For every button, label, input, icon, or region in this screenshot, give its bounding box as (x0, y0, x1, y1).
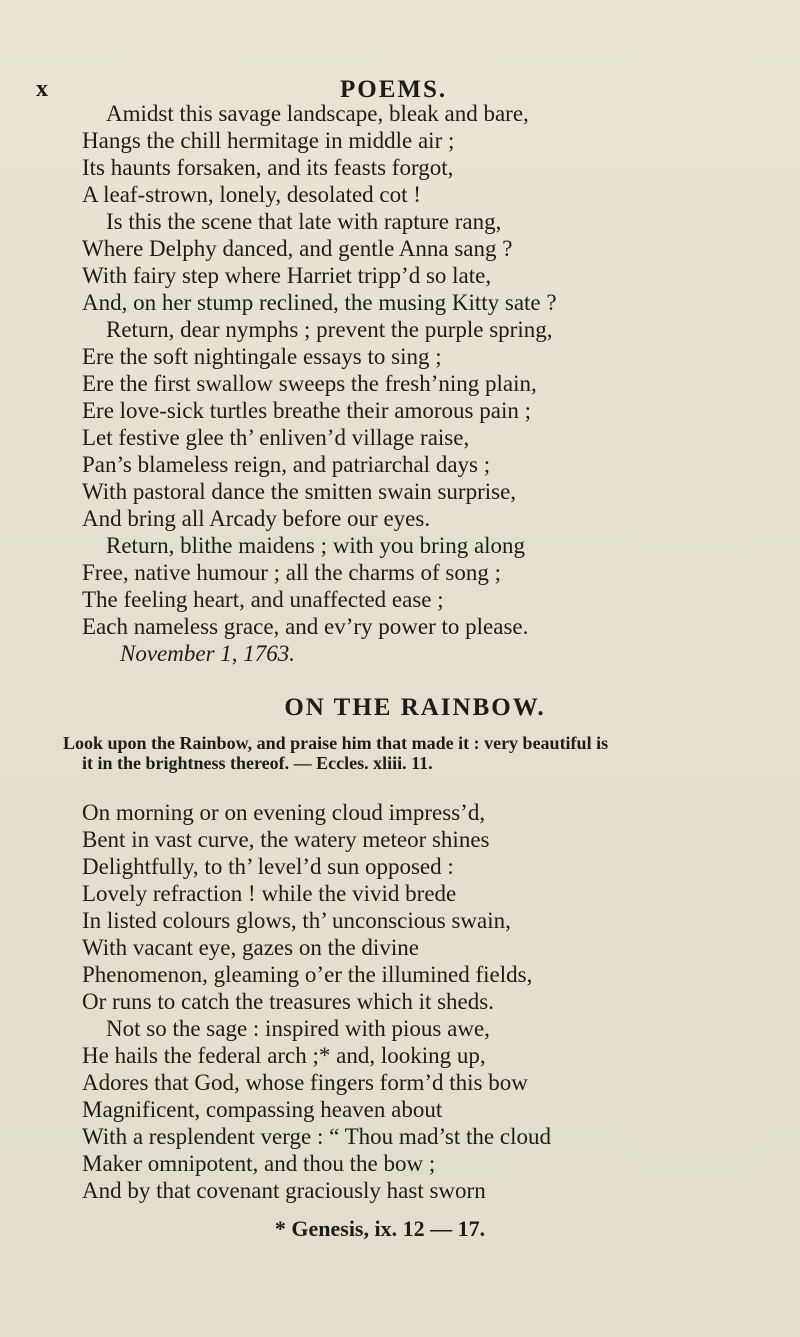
poem-line: The feeling heart, and unaffected ease ; (82, 587, 444, 612)
poem-line: Is this the scene that late with rapture rang, (106, 209, 502, 234)
poem-line: In listed colours glows, th’ unconscious swain, (82, 908, 511, 933)
epigraph (0, 733, 800, 773)
poem-line: Free, native humour ; all the charms of song ; (82, 560, 502, 585)
poem-title: ON THE RAINBOW. (284, 694, 546, 721)
poem-line: With a resplendent verge : “ Thou mad’st the cloud (82, 1124, 551, 1149)
poem-line: Adores that God, whose fingers form’d this bow (82, 1070, 528, 1095)
poem-line: Where Delphy danced, and gentle Anna sang ? (82, 236, 513, 261)
poem-line: Bent in vast curve, the watery meteor shines (82, 827, 490, 852)
poem-line: Pan’s blameless reign, and patriarchal days ; (82, 452, 491, 477)
poem-stanza-2 (0, 799, 800, 1204)
poem-line: Let festive glee th’ enliven’d village raise, (82, 425, 470, 450)
poem-line: Return, blithe maidens ; with you bring along (106, 533, 526, 558)
poem-line: Phenomenon, gleaming o’er the illumined fields, (82, 962, 533, 987)
running-head: POEMS. (340, 76, 448, 103)
poem-line: A leaf-strown, lonely, desolated cot ! (82, 182, 421, 207)
poem-line: With vacant eye, gazes on the divine (82, 935, 419, 960)
poem-line: And, on her stump reclined, the musing Kitty sate ? (82, 290, 557, 315)
poem-line: Not so the sage : inspired with pious awe, (106, 1016, 490, 1041)
poem-line: Lovely refraction ! while the vivid brede (82, 881, 457, 906)
poem-date: November 1, 1763. (120, 641, 296, 666)
poem-line: He hails the federal arch ;* and, looking up, (82, 1043, 486, 1068)
poem-line: Ere the soft nightingale essays to sing ; (82, 344, 442, 369)
epigraph-line: it in the brightness thereof. — Eccles. xliii. 11. (82, 753, 433, 773)
poem-line: And bring all Arcady before our eyes. (82, 506, 431, 531)
poem-line: Ere the first swallow sweeps the fresh’ning plain, (82, 371, 537, 396)
poem-line: On morning or on evening cloud impress’d, (82, 800, 486, 825)
footnote: * Genesis, ix. 12 — 17. (274, 1216, 486, 1241)
epigraph-line: Look upon the Rainbow, and praise him that made it : very beautiful is (63, 733, 609, 753)
poem-line: Return, dear nymphs ; prevent the purple spring, (106, 317, 553, 342)
poem-line: Delightfully, to th’ level’d sun opposed : (82, 854, 454, 879)
poem-line: Or runs to catch the treasures which it sheds. (82, 989, 494, 1014)
poem-line: Amidst this savage landscape, bleak and bare, (106, 101, 529, 126)
poem-line: Hangs the chill hermitage in middle air ; (82, 128, 455, 153)
poem-line: Ere love-sick turtles breathe their amorous pain ; (82, 398, 531, 423)
poem-line: Its haunts forsaken, and its feasts forgot, (82, 155, 454, 180)
poem-stanza-1 (0, 100, 800, 667)
poem-line: Each nameless grace, and ev’ry power to please. (82, 614, 529, 639)
poem-line: With pastoral dance the smitten swain surprise, (82, 479, 517, 504)
poem-line: And by that covenant graciously hast sworn (82, 1178, 486, 1203)
poem-line: With fairy step where Harriet tripp’d so late, (82, 263, 492, 288)
poem-line: Magnificent, compassing heaven about (82, 1097, 443, 1122)
page-number: x (36, 76, 48, 102)
poem-line: Maker omnipotent, and thou the bow ; (82, 1151, 436, 1176)
